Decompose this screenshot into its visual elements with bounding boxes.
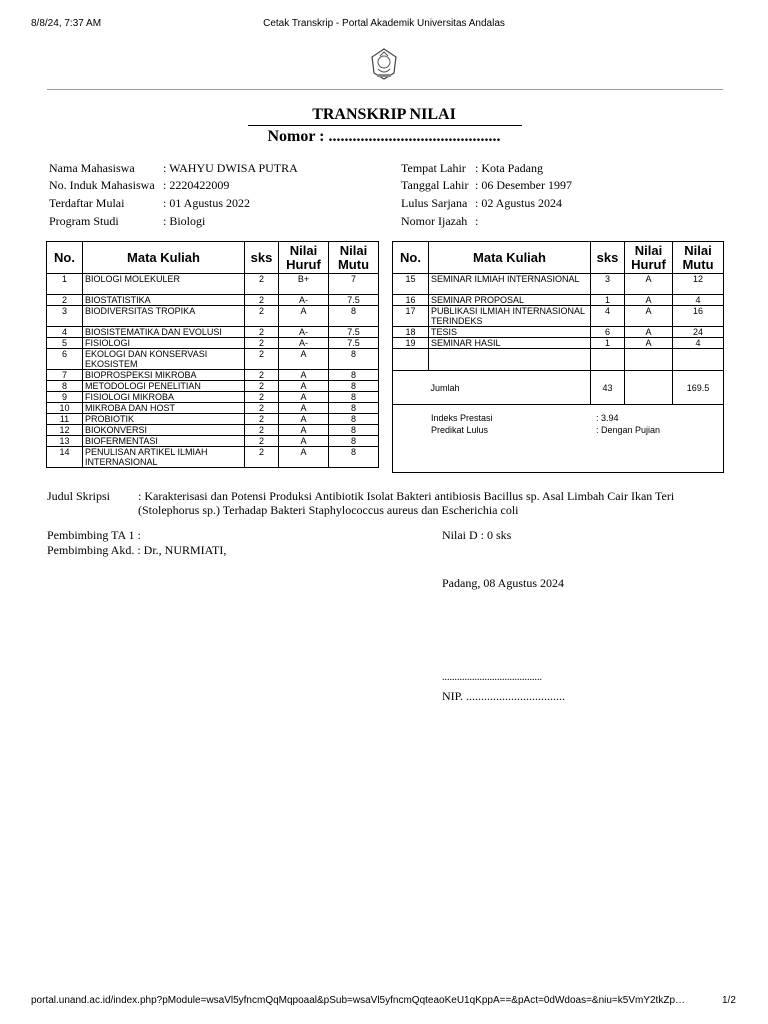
- course-mutu: 8: [329, 392, 379, 403]
- course-name: PUBLIKASI ILMIAH INTERNASIONAL TERINDEKS: [429, 306, 591, 327]
- course-name: TESIS: [429, 327, 591, 338]
- course-sks: 1: [591, 338, 625, 349]
- course-name: SEMINAR PROPOSAL: [429, 295, 591, 306]
- prodi-value: : Biologi: [163, 214, 206, 228]
- tanggal-label: Tanggal Lahir: [401, 178, 469, 192]
- course-sks: 2: [245, 349, 279, 370]
- course-sks: 4: [591, 306, 625, 327]
- prodi-label: Program Studi: [49, 214, 119, 228]
- lulus-label: Lulus Sarjana: [401, 196, 468, 210]
- course-mutu: 8: [329, 403, 379, 414]
- course-no: 7: [47, 370, 83, 381]
- course-name: BIOSTATISTIKA: [83, 295, 245, 306]
- course-sks: 2: [245, 392, 279, 403]
- ip-line: [431, 413, 723, 425]
- ijazah-value: :: [475, 214, 479, 228]
- course-huruf: A: [625, 327, 673, 338]
- place-date: Padang, 08 Agustus 2024: [442, 576, 565, 590]
- table-row: [47, 436, 379, 447]
- course-sks: 3: [591, 274, 625, 295]
- course-name: MIKROBA DAN HOST: [83, 403, 245, 414]
- course-mutu: 7.5: [329, 338, 379, 349]
- course-name: FISIOLOGI MIKROBA: [83, 392, 245, 403]
- judul-line1: : Karakterisasi dan Potensi Produksi Antibiotik Isolat Bakteri antibiosis Bacillus sp. Asal Limbah Cair Ikan Teri: [138, 489, 675, 503]
- title-underline: [248, 125, 522, 126]
- course-no: 4: [47, 327, 83, 338]
- course-sks: 2: [245, 447, 279, 468]
- jumlah-sks: 43: [591, 371, 625, 405]
- document-title: TRANSKRIP NILAI: [312, 106, 456, 123]
- course-no: 17: [393, 306, 429, 327]
- course-name: BIOKONVERSI: [83, 425, 245, 436]
- table-row: [47, 414, 379, 425]
- course-no: 8: [47, 381, 83, 392]
- table-row: [47, 403, 379, 414]
- nim-value: : 2220422009: [163, 178, 230, 192]
- course-huruf: B+: [279, 274, 329, 295]
- summary-row: [393, 405, 724, 473]
- course-huruf: A: [279, 403, 329, 414]
- course-sks: 2: [245, 414, 279, 425]
- course-no: 11: [47, 414, 83, 425]
- course-mutu: 8: [329, 349, 379, 370]
- table-row: [393, 306, 724, 327]
- course-huruf: A: [279, 414, 329, 425]
- course-mutu: 7: [329, 274, 379, 295]
- course-mutu: 8: [329, 370, 379, 381]
- nip: NIP. .................................: [442, 689, 566, 703]
- course-mutu: 24: [673, 327, 724, 338]
- table-row: [393, 295, 724, 306]
- course-name: FISIOLOGI: [83, 338, 245, 349]
- header-sks: sks: [591, 242, 625, 274]
- course-no: 13: [47, 436, 83, 447]
- course-no: 12: [47, 425, 83, 436]
- table-row: [393, 338, 724, 349]
- header-sks: sks: [245, 242, 279, 274]
- course-mutu: 7.5: [329, 295, 379, 306]
- table-row: [47, 327, 379, 338]
- course-no: 14: [47, 447, 83, 468]
- header-nilai-huruf: Nilai Huruf: [279, 242, 329, 274]
- course-no: 6: [47, 349, 83, 370]
- header-nilai-mutu: Nilai Mutu: [673, 242, 724, 274]
- tempat-value: : Kota Padang: [475, 161, 543, 175]
- course-name: METODOLOGI PENELITIAN: [83, 381, 245, 392]
- header-mata-kuliah: Mata Kuliah: [83, 242, 245, 274]
- course-mutu: 8: [329, 414, 379, 425]
- courses-table-left: [46, 241, 379, 468]
- header-divider: [47, 89, 723, 90]
- course-mutu: 4: [673, 338, 724, 349]
- nama-value: : WAHYU DWISA PUTRA: [163, 161, 298, 175]
- course-huruf: A: [279, 349, 329, 370]
- table-row: [47, 381, 379, 392]
- print-page-number: 1/2: [722, 995, 736, 1006]
- print-url: portal.unand.ac.id/index.php?pModule=wsaVl5yfncmQqMqpoaal&pSub=wsaVl5yfncmQqteaoKeU1qKppA==&pAct=0dWdoas=&niu=k5VmY2tkZp…: [31, 995, 686, 1006]
- course-mutu: 8: [329, 425, 379, 436]
- pembimbing-akd: Pembimbing Akd. : Dr., NURMIATI,: [47, 543, 227, 557]
- course-huruf: A: [279, 447, 329, 468]
- course-mutu: 8: [329, 306, 379, 327]
- ip-label: Indeks Prestasi: [431, 413, 493, 423]
- course-no: 10: [47, 403, 83, 414]
- terdaftar-value: : 01 Agustus 2022: [163, 196, 251, 210]
- course-name: EKOLOGI DAN KONSERVASI EKOSISTEM: [83, 349, 245, 370]
- predikat-value: : Dengan Pujian: [596, 425, 661, 435]
- header-nilai-mutu: Nilai Mutu: [329, 242, 379, 274]
- course-huruf: A: [279, 392, 329, 403]
- course-huruf: A-: [279, 327, 329, 338]
- course-sks: 2: [245, 436, 279, 447]
- course-sks: 2: [245, 295, 279, 306]
- pembimbing-ta: Pembimbing TA 1 :: [47, 528, 141, 542]
- course-sks: 6: [591, 327, 625, 338]
- document-number: Nomor : ...........................................: [267, 128, 501, 145]
- course-no: 5: [47, 338, 83, 349]
- table-row: [47, 392, 379, 403]
- course-no: 9: [47, 392, 83, 403]
- course-name: PROBIOTIK: [83, 414, 245, 425]
- ip-value: : 3.94: [596, 413, 619, 423]
- courses-table-right: [392, 241, 724, 473]
- course-sks: 2: [245, 370, 279, 381]
- university-seal-icon: [368, 47, 400, 81]
- course-no: 3: [47, 306, 83, 327]
- course-sks: 2: [245, 425, 279, 436]
- course-huruf: A: [279, 381, 329, 392]
- course-sks: 2: [245, 403, 279, 414]
- course-sks: 1: [591, 295, 625, 306]
- course-no: 15: [393, 274, 429, 295]
- jumlah-mutu: 169.5: [673, 371, 724, 405]
- course-mutu: 16: [673, 306, 724, 327]
- course-mutu: 4: [673, 295, 724, 306]
- header-no: No.: [393, 242, 429, 274]
- table-row: [393, 274, 724, 295]
- course-sks: 2: [245, 306, 279, 327]
- course-huruf: A: [279, 436, 329, 447]
- course-sks: 2: [245, 274, 279, 295]
- header-nilai-huruf: Nilai Huruf: [625, 242, 673, 274]
- course-no: 2: [47, 295, 83, 306]
- course-no: 18: [393, 327, 429, 338]
- table-row: [47, 425, 379, 436]
- jumlah-label: Jumlah: [429, 371, 591, 405]
- tempat-label: Tempat Lahir: [401, 161, 466, 175]
- table-row-empty: [393, 349, 724, 371]
- course-name: PENULISAN ARTIKEL ILMIAH INTERNASIONAL: [83, 447, 245, 468]
- table-row: [47, 306, 379, 327]
- course-name: BIODIVERSITAS TROPIKA: [83, 306, 245, 327]
- course-mutu: 7.5: [329, 327, 379, 338]
- course-no: 16: [393, 295, 429, 306]
- course-mutu: 8: [329, 436, 379, 447]
- course-mutu: 8: [329, 381, 379, 392]
- course-huruf: A: [625, 306, 673, 327]
- course-mutu: 12: [673, 274, 724, 295]
- ijazah-label: Nomor Ijazah: [401, 214, 468, 228]
- lulus-value: : 02 Agustus 2024: [475, 196, 563, 210]
- table-row: [47, 447, 379, 468]
- course-huruf: A: [625, 295, 673, 306]
- tanggal-value: : 06 Desember 1997: [475, 178, 572, 192]
- course-name: BIOFERMENTASI: [83, 436, 245, 447]
- print-datetime: 8/8/24, 7:37 AM: [31, 18, 102, 29]
- course-huruf: A: [279, 425, 329, 436]
- course-huruf: A: [279, 306, 329, 327]
- table-row: [47, 338, 379, 349]
- course-huruf: A: [625, 274, 673, 295]
- course-name: SEMINAR HASIL: [429, 338, 591, 349]
- header-mata-kuliah: Mata Kuliah: [429, 242, 591, 274]
- course-mutu: 8: [329, 447, 379, 468]
- table-row: [393, 327, 724, 338]
- course-no: 19: [393, 338, 429, 349]
- course-huruf: A-: [279, 338, 329, 349]
- course-no: 1: [47, 274, 83, 295]
- table-row: [47, 295, 379, 306]
- table-row: [47, 370, 379, 381]
- course-huruf: A-: [279, 295, 329, 306]
- signature-line: ........................................: [442, 672, 542, 683]
- nilai-d: Nilai D : 0 sks: [442, 528, 512, 542]
- course-name: BIOLOGI MOLEKULER: [83, 274, 245, 295]
- table-row: [47, 274, 379, 295]
- predikat-label: Predikat Lulus: [431, 425, 489, 435]
- course-huruf: A: [625, 338, 673, 349]
- jumlah-row: [393, 371, 724, 405]
- course-name: BIOPROSPEKSI MIKROBA: [83, 370, 245, 381]
- header-no: No.: [47, 242, 83, 274]
- judul-line2: (Stolephorus sp.) Terhadap Bakteri Staphylococcus aureus dan Escherichia coli: [138, 503, 519, 517]
- course-sks: 2: [245, 338, 279, 349]
- course-huruf: A: [279, 370, 329, 381]
- predikat-line: [431, 425, 723, 437]
- judul-label: Judul Skripsi: [47, 489, 111, 503]
- terdaftar-label: Terdaftar Mulai: [49, 196, 125, 210]
- course-sks: 2: [245, 381, 279, 392]
- course-name: BIOSISTEMATIKA DAN EVOLUSI: [83, 327, 245, 338]
- course-sks: 2: [245, 327, 279, 338]
- nim-label: No. Induk Mahasiswa: [49, 178, 155, 192]
- course-name: SEMINAR ILMIAH INTERNASIONAL: [429, 274, 591, 295]
- table-row: [47, 349, 379, 370]
- print-page-title: Cetak Transkrip - Portal Akademik Universitas Andalas: [263, 18, 505, 29]
- nama-label: Nama Mahasiswa: [49, 161, 135, 175]
